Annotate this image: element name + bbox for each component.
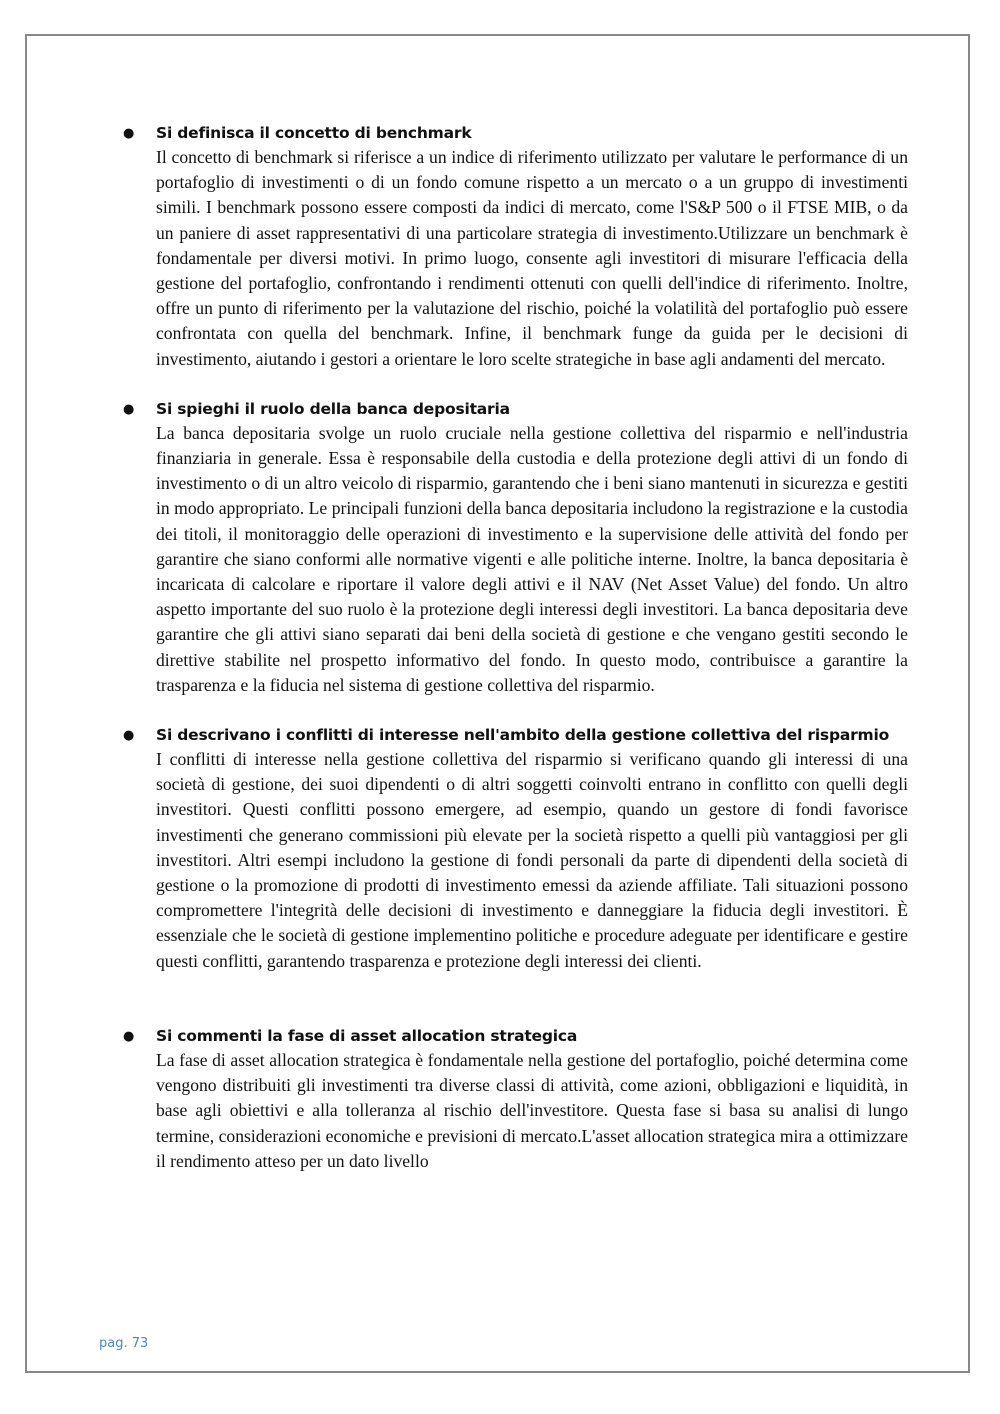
document-content — [119, 122, 908, 1174]
bullet-icon: ● — [123, 728, 135, 744]
section-body: La fase di asset allocation strategica è fondamentale nella gestione del portafoglio, poiché determina come vengono distribuiti gli investimenti tra diverse classi di attività, come azioni, obbligazioni e liquidità, in base agli obiettivi e alla tolleranza al rischio dell'investitore. Questa fase si basa su analisi di lungo termine, considerazioni economiche e previsioni di mercato.L'asset allocation strategica mira a ottimizzare il rendimento atteso per un dato livello — [156, 1049, 908, 1171]
bullet-icon: ● — [123, 401, 135, 417]
section-benchmark — [119, 122, 908, 372]
section-asset-allocation — [119, 1025, 908, 1174]
section-title: Si definisca il concetto di benchmark — [156, 124, 472, 142]
section-title: Si spieghi il ruolo della banca depositaria — [156, 399, 510, 418]
section-title: Si descrivano i conflitti di interesse nell'ambito della gestione collettiva del risparmio — [156, 726, 890, 745]
section-body: I conflitti di interesse nella gestione collettiva del risparmio si verificano quando gli interessi di una società di gestione, dei suoi dipendenti o di altri soggetti coinvolti entrano in conflitto con quelli degli investitori. Questi conflitti possono emergere, ad esempio, quando un gestore di fondi favorisce investimenti che generano commissioni più elevate per la società rispetto a quelli più vantaggiosi per gli investitori. Altri esempi includono la gestione di fondi personali da parte di dipendenti della società di gestione o la promozione di prodotti di investimento emessi da aziende affiliate. Tali situazioni possono compromettere l'integrità delle decisioni di investimento e danneggiare la fiducia degli investitori. È essenziale che le società di gestione implementino politiche e procedure adeguate per identificare e gestire questi conflitti, garantendo trasparenza e protezione degli interessi dei clienti. — [156, 749, 908, 971]
section-banca-depositaria — [119, 398, 908, 698]
bullet-icon: ● — [123, 126, 135, 141]
section-body: Il concetto di benchmark si riferisce a un indice di riferimento utilizzato per valutare le performance di un portafoglio di investimenti o di un fondo comune rispetto a un mercato o a un gruppo di investimenti simili. I benchmark possono essere composti da indici di mercato, come l'S&P 500 o il FTSE MIB, o da un paniere di asset rappresentativi di una particolare strategia di investimento.Utilizzare un benchmark è fondamentale per diversi motivi. In primo luogo, consente agli investitori di misurare l'efficacia della gestione del portafoglio, confrontando i rendimenti ottenuti con quelli dell'indice di riferimento. Inoltre, offre un punto di riferimento per la valutazione del rischio, poiché la volatilità del portafoglio può essere confrontata con quella del benchmark. Infine, il benchmark funge da guida per le decisioni di investimento, aiutando i gestori a orientare le loro scelte strategiche in base agli andamenti del mercato. — [156, 147, 908, 369]
bullet-icon: ● — [123, 1028, 135, 1044]
section-body: La banca depositaria svolge un ruolo cruciale nella gestione collettiva del risparmio e nell'industria finanziaria in generale. Essa è responsabile della custodia e della protezione degli attivi di un fondo di investimento o di un altro veicolo di risparmio, garantendo che i beni siano mantenuti in sicurezza e gestiti in modo appropriato. Le principali funzioni della banca depositaria includono la registrazione e la custodia dei titoli, il monitoraggio delle operazioni di investimento e la supervisione delle attività del fondo per garantire che siano conformi alle normative vigenti e alle politiche interne. Inoltre, la banca depositaria è incaricata di calcolare e riportare il valore degli attivi e il NAV (Net Asset Value) del fondo. Un altro aspetto importante del suo ruolo è la protezione degli interessi degli investitori. La banca depositaria deve garantire che gli attivi siano separati dai beni della società di gestione e che vengano gestiti secondo le direttive stabilite nel prospetto informativo del fondo. In questo modo, contribuisce a garantire la trasparenza e la fiducia nel sistema di gestione collettiva del risparmio. — [156, 422, 908, 695]
section-title: Si commenti la fase di asset allocation strategica — [156, 1026, 578, 1045]
section-conflitti-interesse — [119, 724, 908, 974]
page-number: pag. 73 — [99, 1336, 149, 1351]
